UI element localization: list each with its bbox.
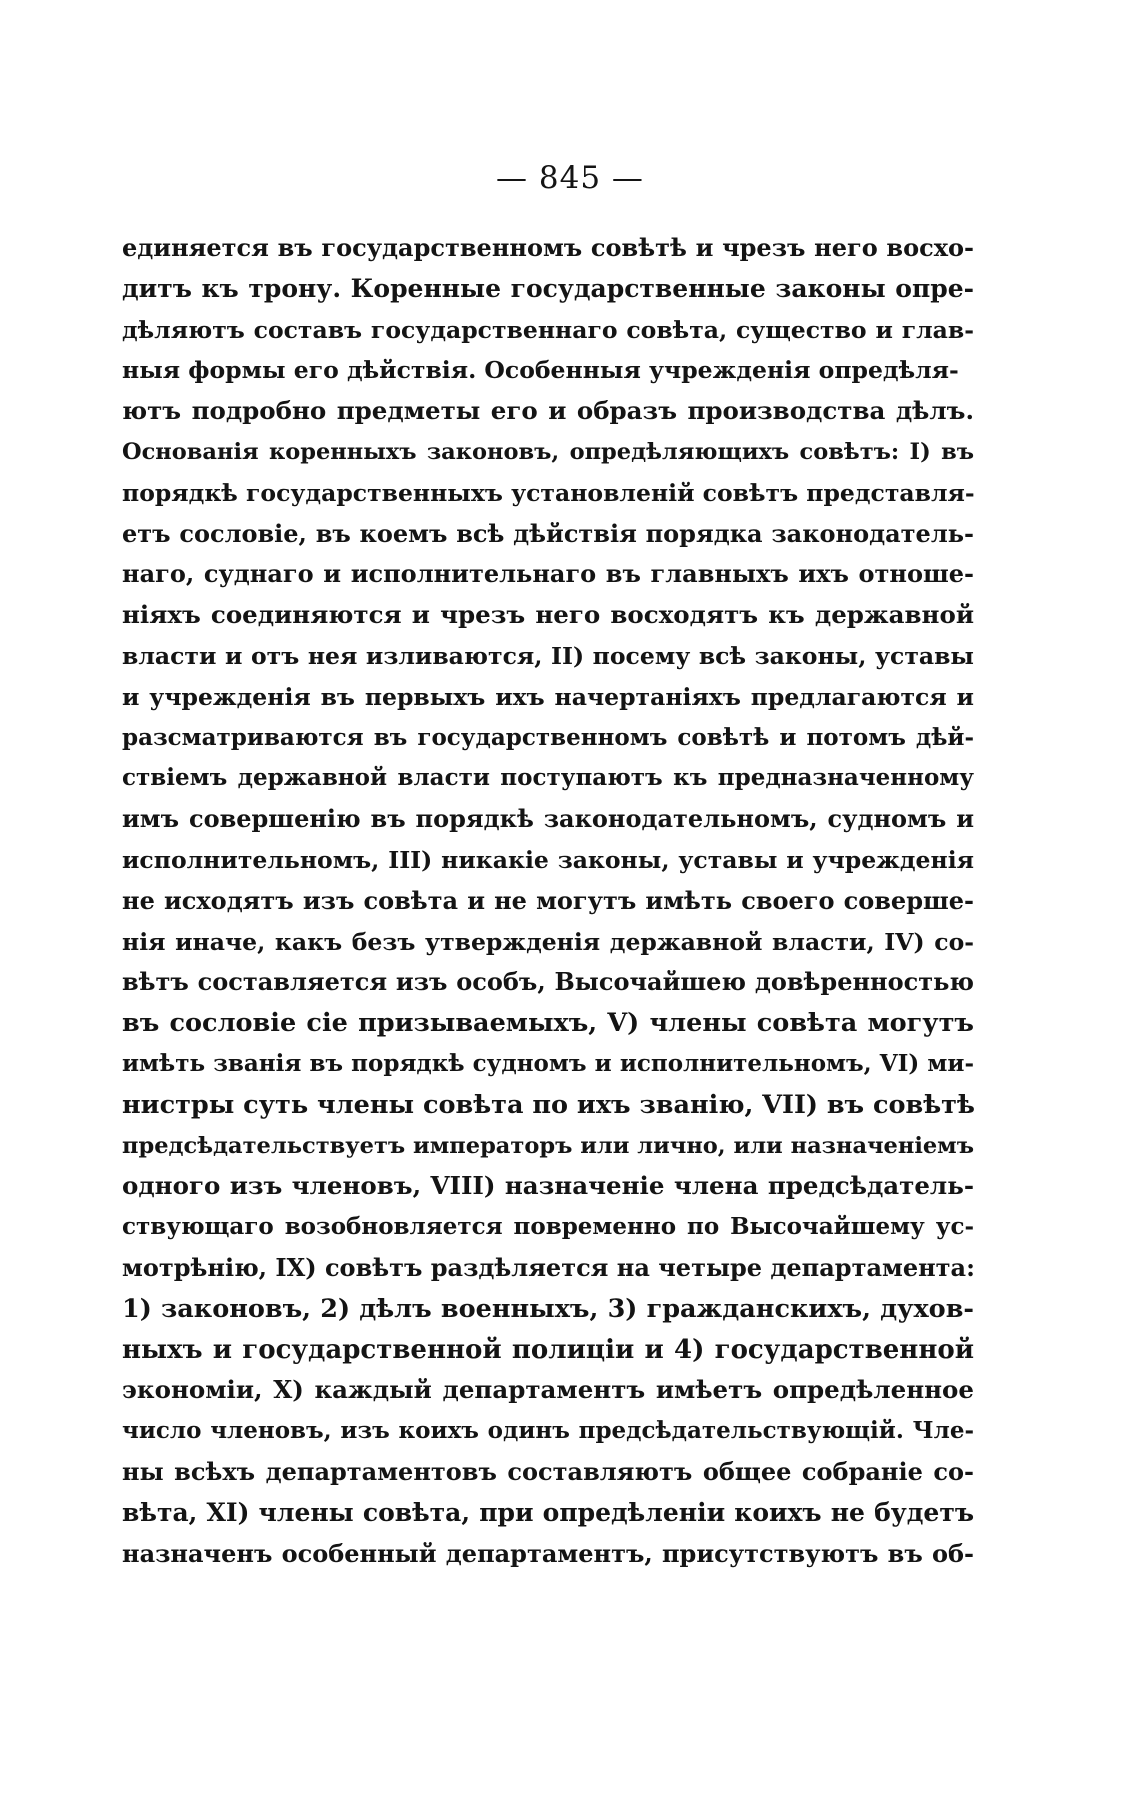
text-line: наго, суднаго и исполнительнаго въ главныхъ ихъ отноше- bbox=[122, 559, 974, 589]
text-line: ствіемъ державной власти поступаютъ къ предназначенному bbox=[122, 764, 974, 792]
text-line: вѣта, XI) члены совѣта, при опредѣленіи коихъ не будетъ bbox=[122, 1497, 974, 1527]
text-line: одного изъ членовъ, VIII) назначеніе члена предсѣдатель- bbox=[122, 1171, 974, 1201]
text-line: дитъ къ трону. Коренные государственные законы опре- bbox=[122, 273, 974, 303]
text-line: етъ сословіе, въ коемъ всѣ дѣйствія порядка законодатель- bbox=[122, 518, 974, 548]
text-line: нія иначе, какъ безъ утвержденія державной власти, IV) со- bbox=[122, 927, 974, 956]
text-line: Основанія коренныхъ законовъ, опредѣляющихъ совѣтъ: I) въ bbox=[122, 438, 974, 465]
text-line: и учрежденія въ первыхъ ихъ начертаніяхъ предлагаются и bbox=[122, 682, 974, 711]
text-line: единяется въ государственномъ совѣтѣ и чрезъ него восхо- bbox=[122, 233, 974, 262]
text-line: ніяхъ соединяются и чрезъ него восходятъ къ державной bbox=[122, 600, 974, 630]
text-line: имѣть званія въ порядкѣ судномъ и исполнительномъ, VI) ми- bbox=[122, 1049, 974, 1077]
body-text bbox=[122, 228, 974, 1574]
text-line: имъ совершенію въ порядкѣ законодательномъ, судномъ и bbox=[122, 804, 974, 834]
text-line: власти и отъ нея изливаются, II) посему всѣ законы, уставы bbox=[122, 641, 974, 670]
text-line: порядкѣ государственныхъ установленій совѣтъ представля- bbox=[122, 478, 975, 507]
text-line: мотрѣнію, IX) совѣтъ раздѣляется на четыре департамента: bbox=[122, 1252, 975, 1282]
text-line: въ сословіе сіе призываемыхъ, V) члены совѣта могутъ bbox=[122, 1008, 974, 1039]
text-line: нистры суть члены совѣта по ихъ званію, VII) въ совѣтѣ bbox=[122, 1089, 975, 1120]
text-line: дѣляютъ составъ государственнаго совѣта, существо и глав- bbox=[122, 315, 974, 344]
text-line: ныхъ и государственной полиціи и 4) государственной bbox=[122, 1334, 974, 1365]
text-line: назначенъ особенный департаментъ, присутствуютъ въ об- bbox=[122, 1538, 974, 1568]
text-line: ныя формы его дѣйствія. Особенныя учрежденія опредѣля- bbox=[122, 356, 959, 385]
page-number: — 845 — bbox=[496, 160, 644, 196]
text-line: разсматриваются въ государственномъ совѣтѣ и потомъ дѣй- bbox=[122, 723, 974, 751]
text-line: число членовъ, изъ коихъ одинъ предсѣдательствующій. Чле- bbox=[122, 1417, 974, 1445]
text-line: вѣтъ составляется изъ особъ, Высочайшею довѣренностью bbox=[122, 967, 974, 997]
text-line: предсѣдательствуетъ императоръ или лично, или назначеніемъ bbox=[122, 1132, 974, 1159]
text-line: ютъ подробно предметы его и образъ производства дѣлъ. bbox=[122, 396, 974, 426]
text-line: не исходятъ изъ совѣта и не могутъ имѣть своего соверше- bbox=[122, 885, 974, 915]
text-line: исполнительномъ, III) никакіе законы, уставы и учрежденія bbox=[122, 845, 974, 874]
text-line: экономіи, X) каждый департаментъ имѣетъ опредѣленное bbox=[122, 1375, 974, 1405]
text-line: 1) законовъ, 2) дѣлъ военныхъ, 3) гражданскихъ, духов- bbox=[122, 1293, 974, 1324]
text-line: ны всѣхъ департаментовъ составляютъ общее собраніе со- bbox=[122, 1456, 974, 1486]
text-line: ствующаго возобновляется повременно по Высочайшему ус- bbox=[122, 1213, 974, 1241]
